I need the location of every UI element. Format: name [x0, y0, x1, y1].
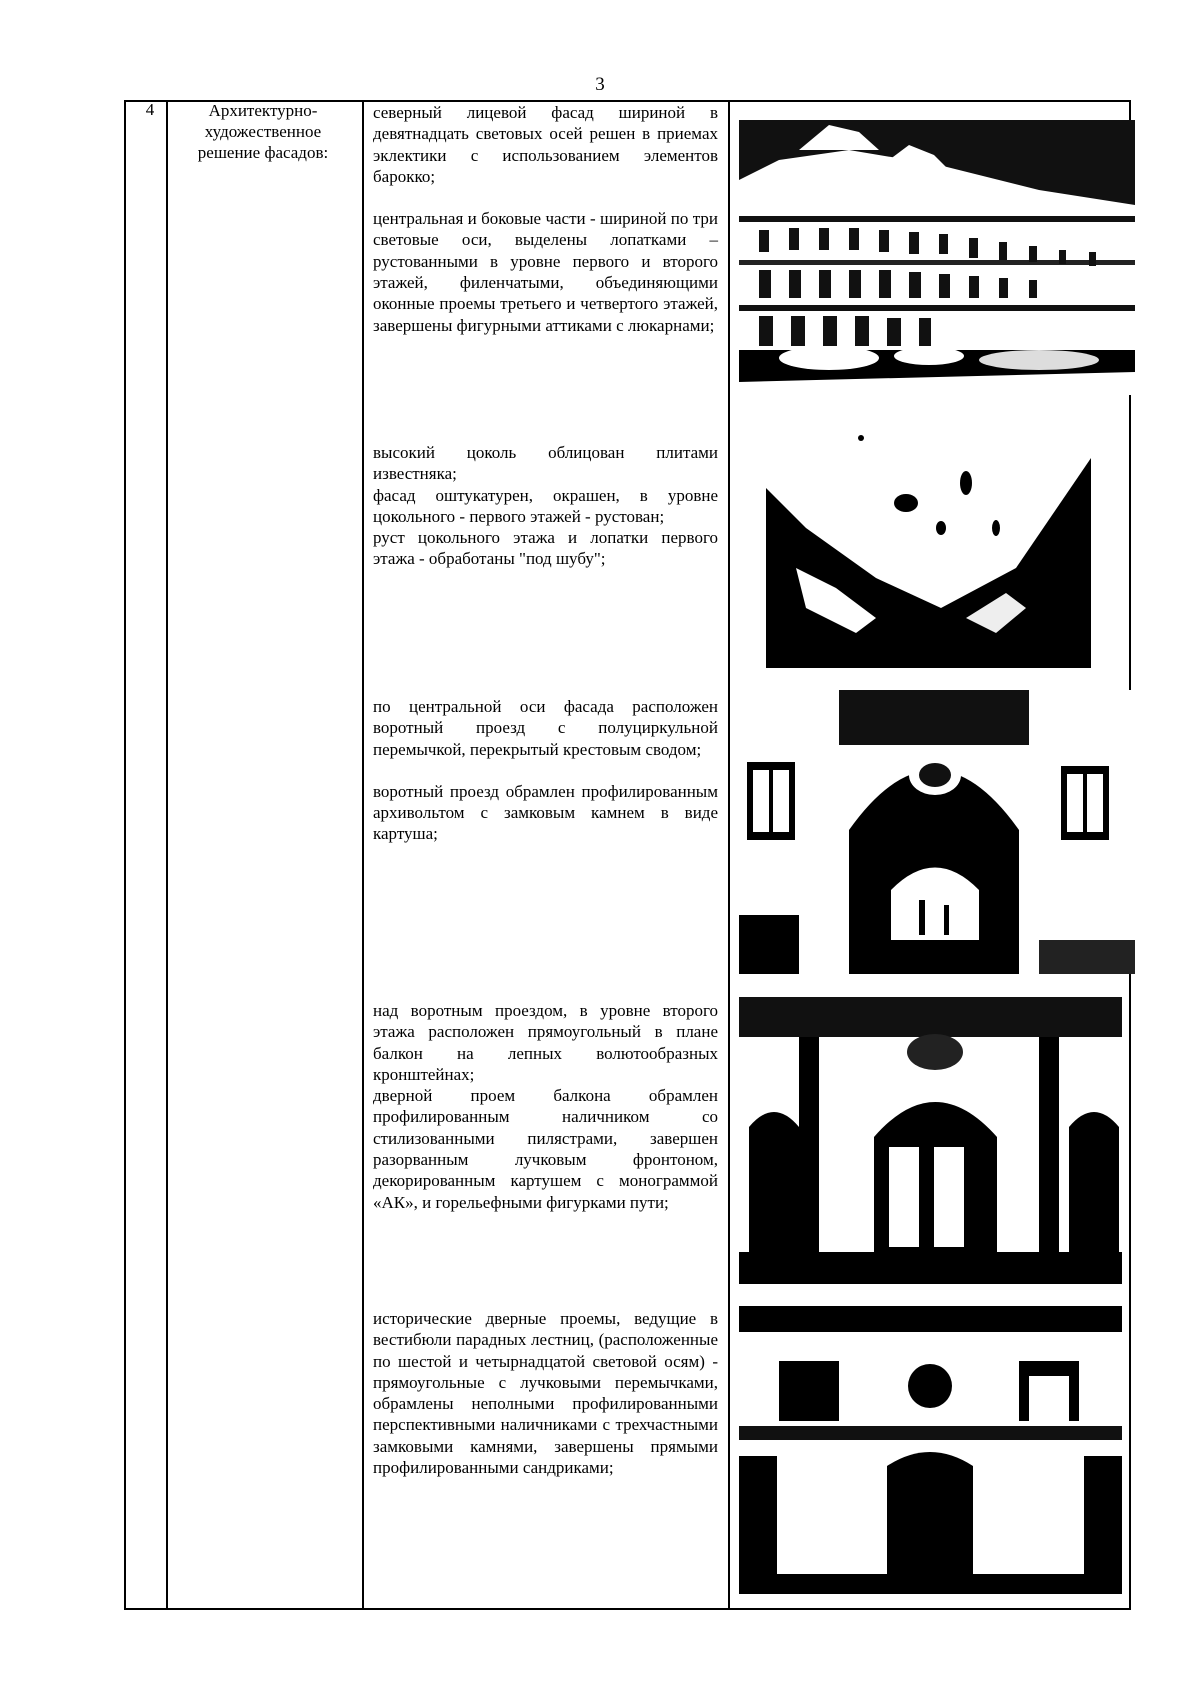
photo-gate-arch — [739, 690, 1135, 974]
page-number: 3 — [595, 74, 605, 95]
photo-plinth-fragment — [766, 418, 1091, 668]
description-paragraph: руст цокольного этажа и лопатки первого этажа - обработаны "под шубу"; — [373, 528, 718, 569]
description-block-plinth — [373, 442, 718, 570]
description-paragraph: дверной проем балкона обрамлен профилированным наличником со стилизованными пилястрами, завершен разорванным лучковым фронтоном, декорированным картушем с монограммой «АК», и горельефными фигурками пути; — [373, 1086, 718, 1212]
row-number-cell: 4 — [145, 100, 155, 119]
description-paragraph: центральная и боковые части - шириной по три световые оси, выделены лопатками – рустованными в уровне первого и второго этажей, филенчатыми, объединяющими оконные проемы третьего и четвертого этажей, завершены фигурными аттиками с люкарнами; — [373, 209, 718, 335]
description-block-facade — [373, 102, 718, 336]
column-divider-1 — [166, 100, 168, 1610]
description-block-gate — [373, 696, 718, 845]
row-title-line: Архитектурно- — [208, 101, 318, 120]
description-block-balcony — [373, 1000, 718, 1213]
description-paragraph: исторические дверные проемы, ведущие в вестибюли парадных лестниц, (расположенные по шестой и четырнадцатой световой осям) - прямоугольные с лучковыми перемычками, обрамлены неполными профилированными перспективными наличниками с трехчастными замковыми камнями, завершены прямыми профилированными сандриками; — [373, 1309, 718, 1478]
description-paragraph: над воротным проездом, в уровне второго этажа расположен прямоугольный в плане балкон на лепных волютообразных кронштейнах; — [373, 1001, 718, 1084]
photo-entrance-doorway — [739, 1306, 1122, 1594]
description-paragraph: северный лицевой фасад шириной в девятнадцать световых осей решен в приемах эклектики с использованием элементов барокко; — [373, 103, 718, 186]
row-title-line: решение фасадов: — [197, 143, 329, 162]
table-border-left — [124, 100, 126, 1610]
column-divider-3 — [728, 100, 730, 1610]
row-title-line: художественное — [204, 122, 322, 141]
photo-facade-street-view — [739, 120, 1135, 395]
description-block-doorways — [373, 1308, 718, 1478]
description-paragraph: воротный проезд обрамлен профилированным архивольтом с замковым камнем в виде картуша; — [373, 781, 718, 844]
description-paragraph: по центральной оси фасада расположен воротный проезд с полуциркульной перемычкой, перекрытый крестовым сводом; — [373, 697, 718, 759]
description-paragraph: фасад оштукатурен, окрашен, в уровне цокольного - первого этажей - рустован; — [373, 485, 718, 526]
column-divider-2 — [362, 100, 364, 1610]
photo-balcony-portal — [739, 997, 1122, 1284]
description-paragraph: высокий цоколь облицован плитами известняка; — [373, 443, 718, 484]
table-border-bottom — [124, 1608, 1131, 1610]
row-title-cell — [168, 100, 358, 163]
